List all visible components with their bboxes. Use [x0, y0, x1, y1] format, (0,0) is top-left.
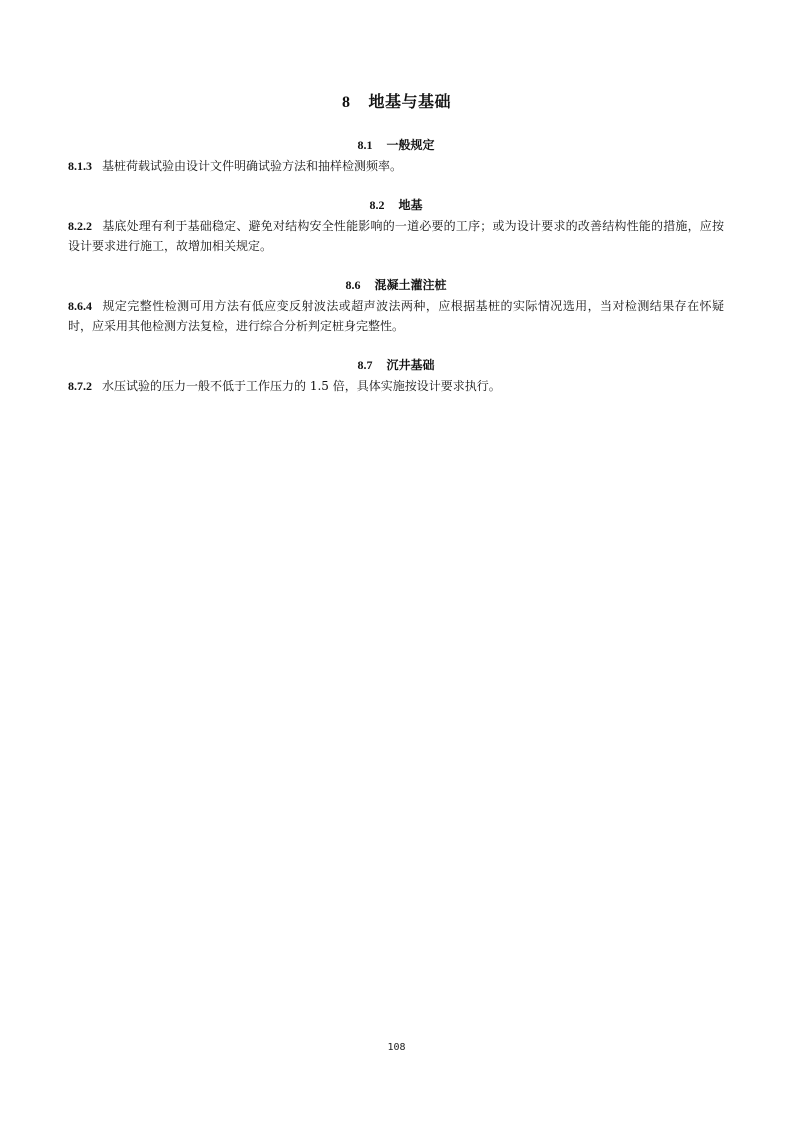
section-8-2	[68, 196, 724, 256]
clause-text: 基底处理有利于基础稳定、避免对结构安全性能影响的一道必要的工序；或为设计要求的改善结构性能的措施，应按设计要求进行施工，故增加相关规定。	[68, 219, 724, 253]
section-title: 混凝土灌注桩	[374, 278, 447, 292]
clause-number: 8.6.4	[68, 299, 92, 313]
clause	[68, 156, 724, 176]
clause-text: 规定完整性检测可用方法有低应变反射波法或超声波法两种，应根据基桩的实际情况选用，当对检测结果存在怀疑时，应采用其他检测方法复检，进行综合分析判定桩身完整性。	[68, 299, 724, 333]
chapter-title-text: 地基与基础	[368, 92, 451, 111]
page-number: 108	[387, 1042, 406, 1053]
section-heading	[68, 276, 724, 294]
section-number: 8.2	[369, 198, 385, 212]
section-title: 地基	[398, 198, 423, 212]
section-title: 沉井基础	[386, 358, 435, 372]
clause-text: 水压试验的压力一般不低于工作压力的 1.5 倍，具体实施按设计要求执行。	[102, 379, 501, 393]
section-heading	[68, 196, 724, 214]
section-heading	[68, 356, 724, 374]
section-number: 8.7	[357, 358, 373, 372]
clause	[68, 216, 724, 256]
section-heading	[68, 136, 724, 154]
clause-number: 8.2.2	[68, 219, 92, 233]
section-8-6	[68, 276, 724, 336]
clause-text: 基桩荷载试验由设计文件明确试验方法和抽样检测频率。	[102, 159, 403, 173]
chapter-number: 8	[341, 94, 351, 111]
clause	[68, 376, 724, 396]
clause-number: 8.7.2	[68, 379, 92, 393]
section-title: 一般规定	[386, 138, 435, 152]
clause-number: 8.1.3	[68, 159, 92, 173]
clause	[68, 296, 724, 336]
section-number: 8.1	[357, 138, 373, 152]
section-8-7	[68, 356, 724, 396]
section-8-1	[68, 136, 724, 176]
chapter-title	[0, 90, 793, 115]
section-number: 8.6	[345, 278, 361, 292]
